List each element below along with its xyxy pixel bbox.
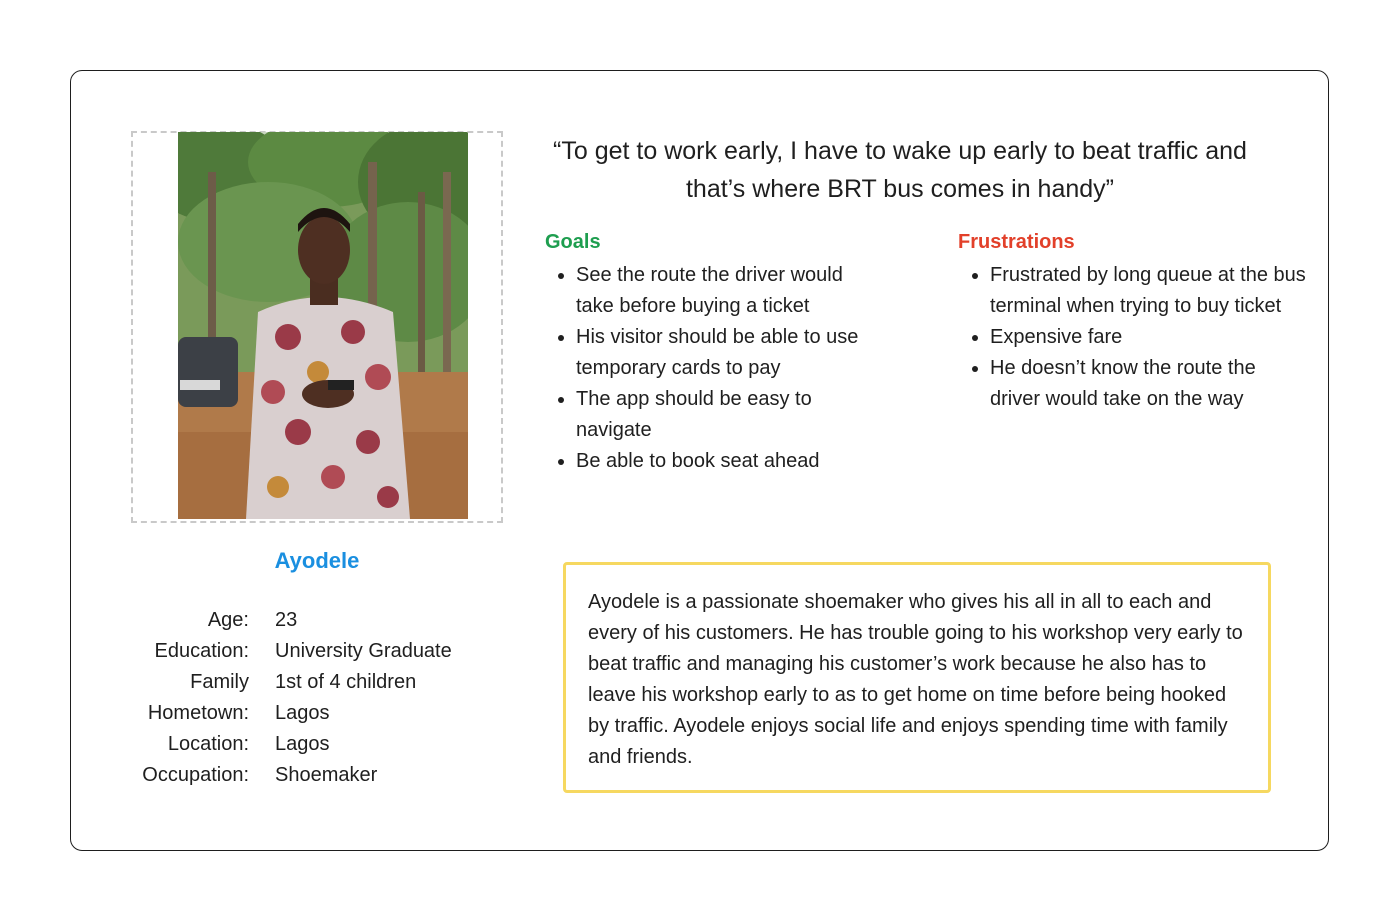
detail-label: Age: [207,609,249,631]
goals-list [545,260,886,477]
detail-value: Lagos [275,702,330,724]
persona-photo [178,132,468,519]
goals-heading: Goals [545,231,601,253]
persona-details [100,605,452,791]
list-item: • The app should be easy to navigate [576,384,886,446]
detail-value: Lagos [275,733,330,755]
detail-label: Occupation: [142,764,249,786]
detail-value: University Graduate [275,640,452,662]
detail-value: Shoemaker [275,764,378,786]
list-item: • He doesn’t know the route the driver would take on the way [990,353,1310,415]
frustrations-list [959,260,1310,415]
detail-row-education [100,636,452,667]
detail-label: Education: [154,640,249,662]
detail-value: 23 [275,609,298,631]
detail-row-location [100,729,452,760]
list-item: • Expensive fare [990,322,1310,353]
detail-row-family [100,667,452,698]
list-item: • Be able to book seat ahead [576,446,886,477]
persona-quote: “To get to work early, I have to wake up early to beat traffic and that’s where BRT bus comes in handy” [553,137,1247,203]
list-item: • See the route the driver would take before buying a ticket [576,260,886,322]
detail-value: 1st of 4 children [275,671,417,693]
list-item: • Frustrated by long queue at the bus terminal when trying to buy ticket [990,260,1310,322]
detail-label: Location: [167,733,249,755]
list-item: • His visitor should be able to use temporary cards to pay [576,322,886,384]
persona-bio: Ayodele is a passionate shoemaker who gives his all in all to each and every of his customers. He has trouble going to his workshop very early to beat traffic and managing his customer’s work because he also has to leave his workshop early to as to get home on time before being hooked by traffic. Ayodele enjoys social life and enjoys spending time with family and friends. [563,562,1271,793]
detail-row-hometown [100,698,452,729]
persona-name: Ayodele [274,548,360,573]
detail-label: Family [190,671,249,693]
detail-label: Hometown: [147,702,249,724]
frustrations-heading: Frustrations [958,231,1075,253]
detail-row-age [100,605,452,636]
detail-row-occupation [100,760,452,791]
